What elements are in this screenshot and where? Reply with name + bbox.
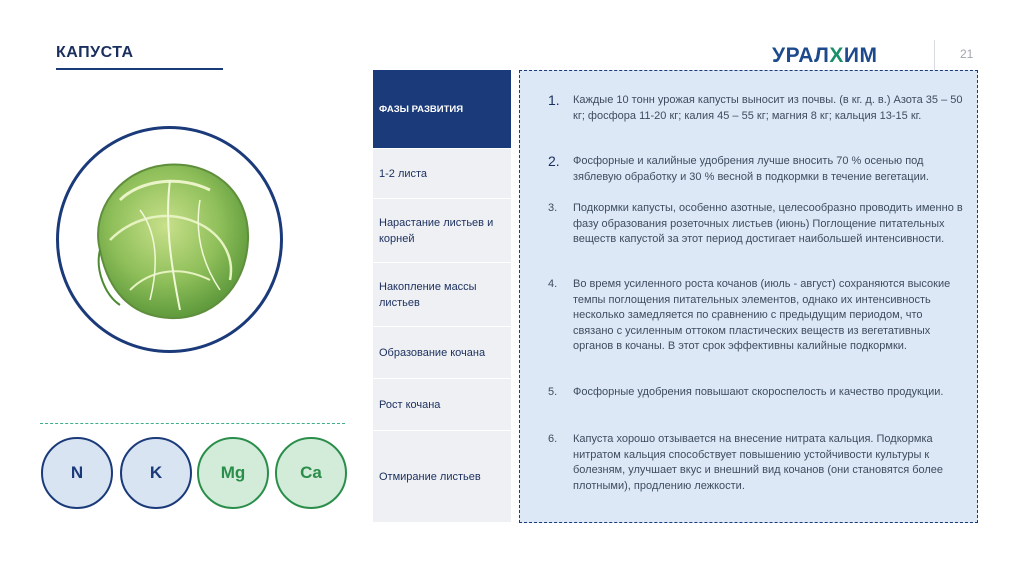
info-number: 3. xyxy=(548,202,558,214)
info-text: Фосфорные и калийные удобрения лучше вносить 70 % осенью под зяблевую обработку и 30 % весной в подкормки в течение вегетации. xyxy=(573,155,929,183)
info-item xyxy=(548,385,963,401)
info-number: 4. xyxy=(548,278,558,290)
page-number: 21 xyxy=(960,47,974,61)
phase-row: Образование кочана xyxy=(373,326,511,378)
cabbage-image xyxy=(70,140,270,340)
title-underline xyxy=(56,68,223,70)
nutrient-k: K xyxy=(120,437,192,509)
info-panel xyxy=(519,70,978,523)
nutrient-n: N xyxy=(41,437,113,509)
info-item xyxy=(548,277,963,355)
info-text: Капуста хорошо отзывается на внесение нитрата кальция. Подкормка нитратом кальция способствует повышению устойчивости культуры к болезням, улучшает вкус и внешний вид кочанов (они становятся более плотными), продлению лежкости. xyxy=(573,433,944,492)
phases-table xyxy=(373,70,511,522)
phase-row: Рост кочана xyxy=(373,378,511,430)
info-item xyxy=(548,93,963,124)
phase-row: Накопление массы листьев xyxy=(373,262,511,326)
nutrient-divider xyxy=(40,423,345,424)
info-text: Во время усиленного роста кочанов (июль - август) сохраняются высокие темпы поглощения питательных элементов, однако их интенсивность несколько замедляется по сравнению с предыдущим периодом, что связано с усиленным оттоком пластических веществ из вегетативных органов в кочаны. В этот срок эффективны калийные подкормки. xyxy=(573,278,951,352)
info-item xyxy=(548,201,963,248)
info-item xyxy=(548,432,963,494)
info-number: 6. xyxy=(548,433,558,445)
header-divider xyxy=(934,40,935,74)
nutrient-mg: Mg xyxy=(197,437,269,509)
nutrient-ca: Ca xyxy=(275,437,347,509)
phases-header: ФАЗЫ РАЗВИТИЯ xyxy=(373,70,511,148)
page-title: КАПУСТА xyxy=(56,44,134,61)
info-text: Фосфорные удобрения повышают скороспелость и качество продукции. xyxy=(573,386,944,398)
phase-row: 1-2 листа xyxy=(373,148,511,198)
phase-row: Отмирание листьев xyxy=(373,430,511,522)
info-number: 1. xyxy=(548,92,560,108)
info-text: Каждые 10 тонн урожая капусты выносит из почвы. (в кг. д. в.) Азота 35 – 50 кг; фосфора 11-20 кг; калия 45 – 55 кг; магния 8 кг; кальция 13-15 кг. xyxy=(573,94,963,122)
phase-row: Нарастание листьев и корней xyxy=(373,198,511,262)
logo-text: УРАЛХИМ xyxy=(772,44,878,67)
info-number: 5. xyxy=(548,386,558,398)
info-number: 2. xyxy=(548,153,560,169)
info-item xyxy=(548,154,963,185)
company-logo xyxy=(772,44,878,68)
info-text: Подкормки капусты, особенно азотные, целесообразно проводить именно в фазу образования розеточных листьев (июнь) Поглощение питательных веществ капустой за этот период достигает наибольшей интенсивности. xyxy=(573,202,963,245)
